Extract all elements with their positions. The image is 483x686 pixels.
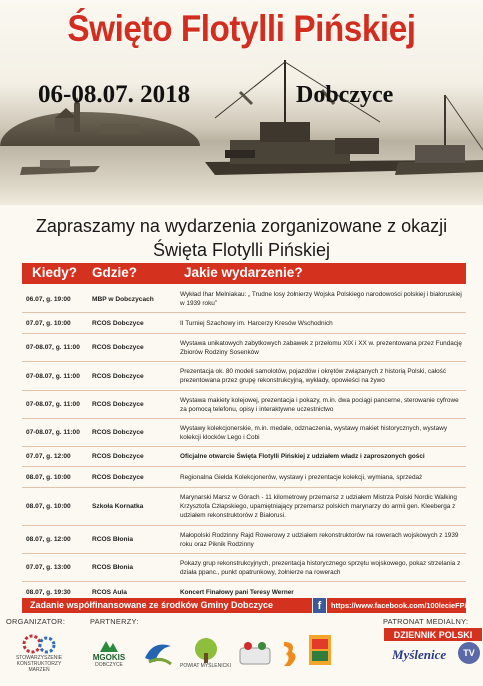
row-where: RCOS Błonia (92, 536, 134, 543)
row-what: Wystawa unikatowych zabytkowych zabawek z przełomu XIX i XX w. prezentowana przez Fundację Zbiorów Rodziny Sosenków (180, 339, 462, 356)
row-where: RCOS Dobczyce (92, 401, 144, 408)
intro-text (0, 214, 483, 262)
row-what: Małopolski Rodzinny Rajd Rowerowy z udziałem rekonstruktorów na rowerach wojskowych z 1939 roku oraz Piknik Rodzinny (180, 531, 459, 548)
funding-bar: Zadanie współfinansowane ze środków Gminy Dobczyce (22, 598, 312, 613)
row-where: RCOS Dobczyce (92, 473, 144, 481)
powiat-logo (178, 630, 233, 676)
row-what: Oficjalne otwarcie Święta Flotylli Pińskiej z udziałem władz i zaproszonych gości (180, 453, 425, 460)
event-dates: 06-08.07. 2018 (38, 81, 191, 108)
organizer-name: STOWARZYSZENIE KONSTRUKTORZY MARZEŃ (15, 655, 63, 673)
mgokis-sub: DOBCZYCE (95, 661, 123, 668)
row-when: 07-08.07, g. 11:00 (26, 344, 80, 351)
row-when: 07-08.07, g. 11:00 (26, 401, 80, 408)
table-row (22, 313, 466, 334)
myslenice-logo: Myślenice (392, 647, 447, 662)
row-where: RCOS Dobczyce (92, 372, 144, 380)
intro-line-1: Zapraszamy na wydarzenia zorganizowane z okazji (35, 216, 448, 236)
table-row (22, 447, 466, 467)
dziennik-polski-logo: DZIENNIK POLSKI (384, 628, 482, 641)
organizer-logo (8, 628, 70, 678)
intro-line-2: Święta Flotylli Pińskiej (152, 240, 331, 260)
row-when: 08.07, g. 10:00 (26, 473, 71, 481)
row-what: Pokazy grup rekonstrukcyjnych, prezentacja historycznego sprzętu wojskowego, pokaz strzelania z działa ppanc., punkt opatrunkowy, żołnierze na rowerach (180, 559, 461, 576)
row-what: II Turniej Szachowy im. Harcerzy Kresów Wschodnich (180, 319, 333, 327)
row-when: 07-08.07, g. 11:00 (26, 429, 80, 436)
organizer-label: ORGANIZATOR: (6, 617, 66, 626)
header-when: Kiedy? (32, 265, 78, 280)
media-label: PATRONAT MEDIALNY: (383, 617, 469, 626)
row-when: 06.07, g. 19:00 (26, 295, 71, 303)
row-where: RCOS Dobczyce (92, 344, 144, 351)
row-where: MBP w Dobczycach (92, 295, 154, 303)
row-what: Marynarski Marsz w Górach - 11 kilometrowy przemarsz z udziałem Mistrza Polski Nordic Walking Krzysztofa Człapskiego, upamiętniający przemarsz polskich marynarzy do armii gen. Kleeberga z udziałem rekonstruktorów z Białorusi. (180, 494, 457, 519)
row-when: 07.07, g. 13:00 (26, 564, 71, 571)
row-when: 07-08.07, g. 11:00 (26, 372, 80, 380)
row-what: Prezentacja ok. 80 modeli samolotów, pojazdów i okrętów związanych z historią Polski, całość prezentowana przez grupę rekonstrukcyjną, wykłady, opowieści na żywo (180, 368, 447, 384)
lego-logo (236, 636, 274, 670)
row-where: RCOS Dobczyce (92, 453, 144, 460)
row-where: RCOS Dobczyce (92, 429, 144, 436)
row-where: Szkoła Kornatka (92, 503, 144, 510)
sosenki-swirl-icon (141, 636, 175, 670)
facebook-link[interactable]: https://www.facebook.com/100lecieFP/ (327, 598, 466, 613)
row-what: Regionalna Giełda Kolekcjonerów, wystawy i prezentacje kolekcji, wymiana, sprzedaż (180, 473, 423, 481)
row-where: RCOS Dobczyce (92, 319, 144, 327)
powiat-name: POWIAT MYŚLENICKI (180, 663, 231, 669)
row-what: Wystawa makiety kolejowej, prezentacja i pokazy, m.in. dwa pociągi pancerne, sterowanie cyfrowe za pomocą telefonu, opisy i interaktywne uczestnictwo (180, 396, 459, 413)
row-where: RCOS Aula (92, 588, 127, 596)
powiat-tree-icon (186, 637, 226, 663)
facebook-icon[interactable]: f (313, 598, 326, 613)
header-where: Gdzie? (92, 265, 138, 280)
row-what: Wystawy kolekcjonerskie, m.in. medale, odznaczenia, wystawy makiet historycznych, wystawy kolekcji klocków Lego i Cobi (180, 424, 448, 441)
table-row (22, 488, 466, 526)
row-when: 08.07, g. 12:00 (26, 536, 71, 543)
mgokis-mark-icon (98, 639, 120, 653)
mgokis-logo (85, 636, 133, 670)
table-row (22, 334, 466, 362)
row-when: 07.07, g. 10:00 (26, 319, 71, 327)
tv-logo: TV (458, 642, 480, 664)
orange-logo (276, 636, 304, 670)
row-what: Koncert Finałowy pani Teresy Werner (180, 588, 294, 596)
event-title: Święto Flotylli Pińskiej (67, 8, 416, 49)
table-row (22, 286, 466, 313)
row-what: Wykład Ihar Melniakau: „ Trudne losy żołnierzy Wojska Polskiego narodowości polskiej i białoruskiej w 1939 roku” (180, 291, 462, 307)
table-header (22, 263, 466, 284)
row-when: 08.07, g. 19:30 (26, 588, 71, 596)
row-when: 07.07, g. 12:00 (26, 453, 71, 460)
ikp-logo (306, 632, 334, 672)
gears-icon (19, 633, 59, 655)
mgokis-name: MGOKIS (92, 652, 126, 662)
header-what: Jakie wydarzenie? (184, 265, 303, 280)
sosenki-logo (140, 633, 176, 673)
table-row (22, 391, 466, 419)
event-town: Dobczyce (296, 82, 394, 108)
row-when: 08.07, g. 10:00 (26, 503, 71, 510)
orange-mark-icon (278, 638, 302, 668)
table-row (22, 419, 466, 447)
table-row (22, 526, 466, 554)
partners-label: PARTNERZY: (90, 617, 139, 626)
table-row (22, 362, 466, 391)
table-row (22, 554, 466, 582)
ikp-mark-icon (307, 633, 333, 671)
row-where: RCOS Błonia (92, 564, 134, 571)
table-row (22, 467, 466, 488)
events-table (22, 286, 466, 602)
lego-brick-icon (237, 638, 273, 668)
